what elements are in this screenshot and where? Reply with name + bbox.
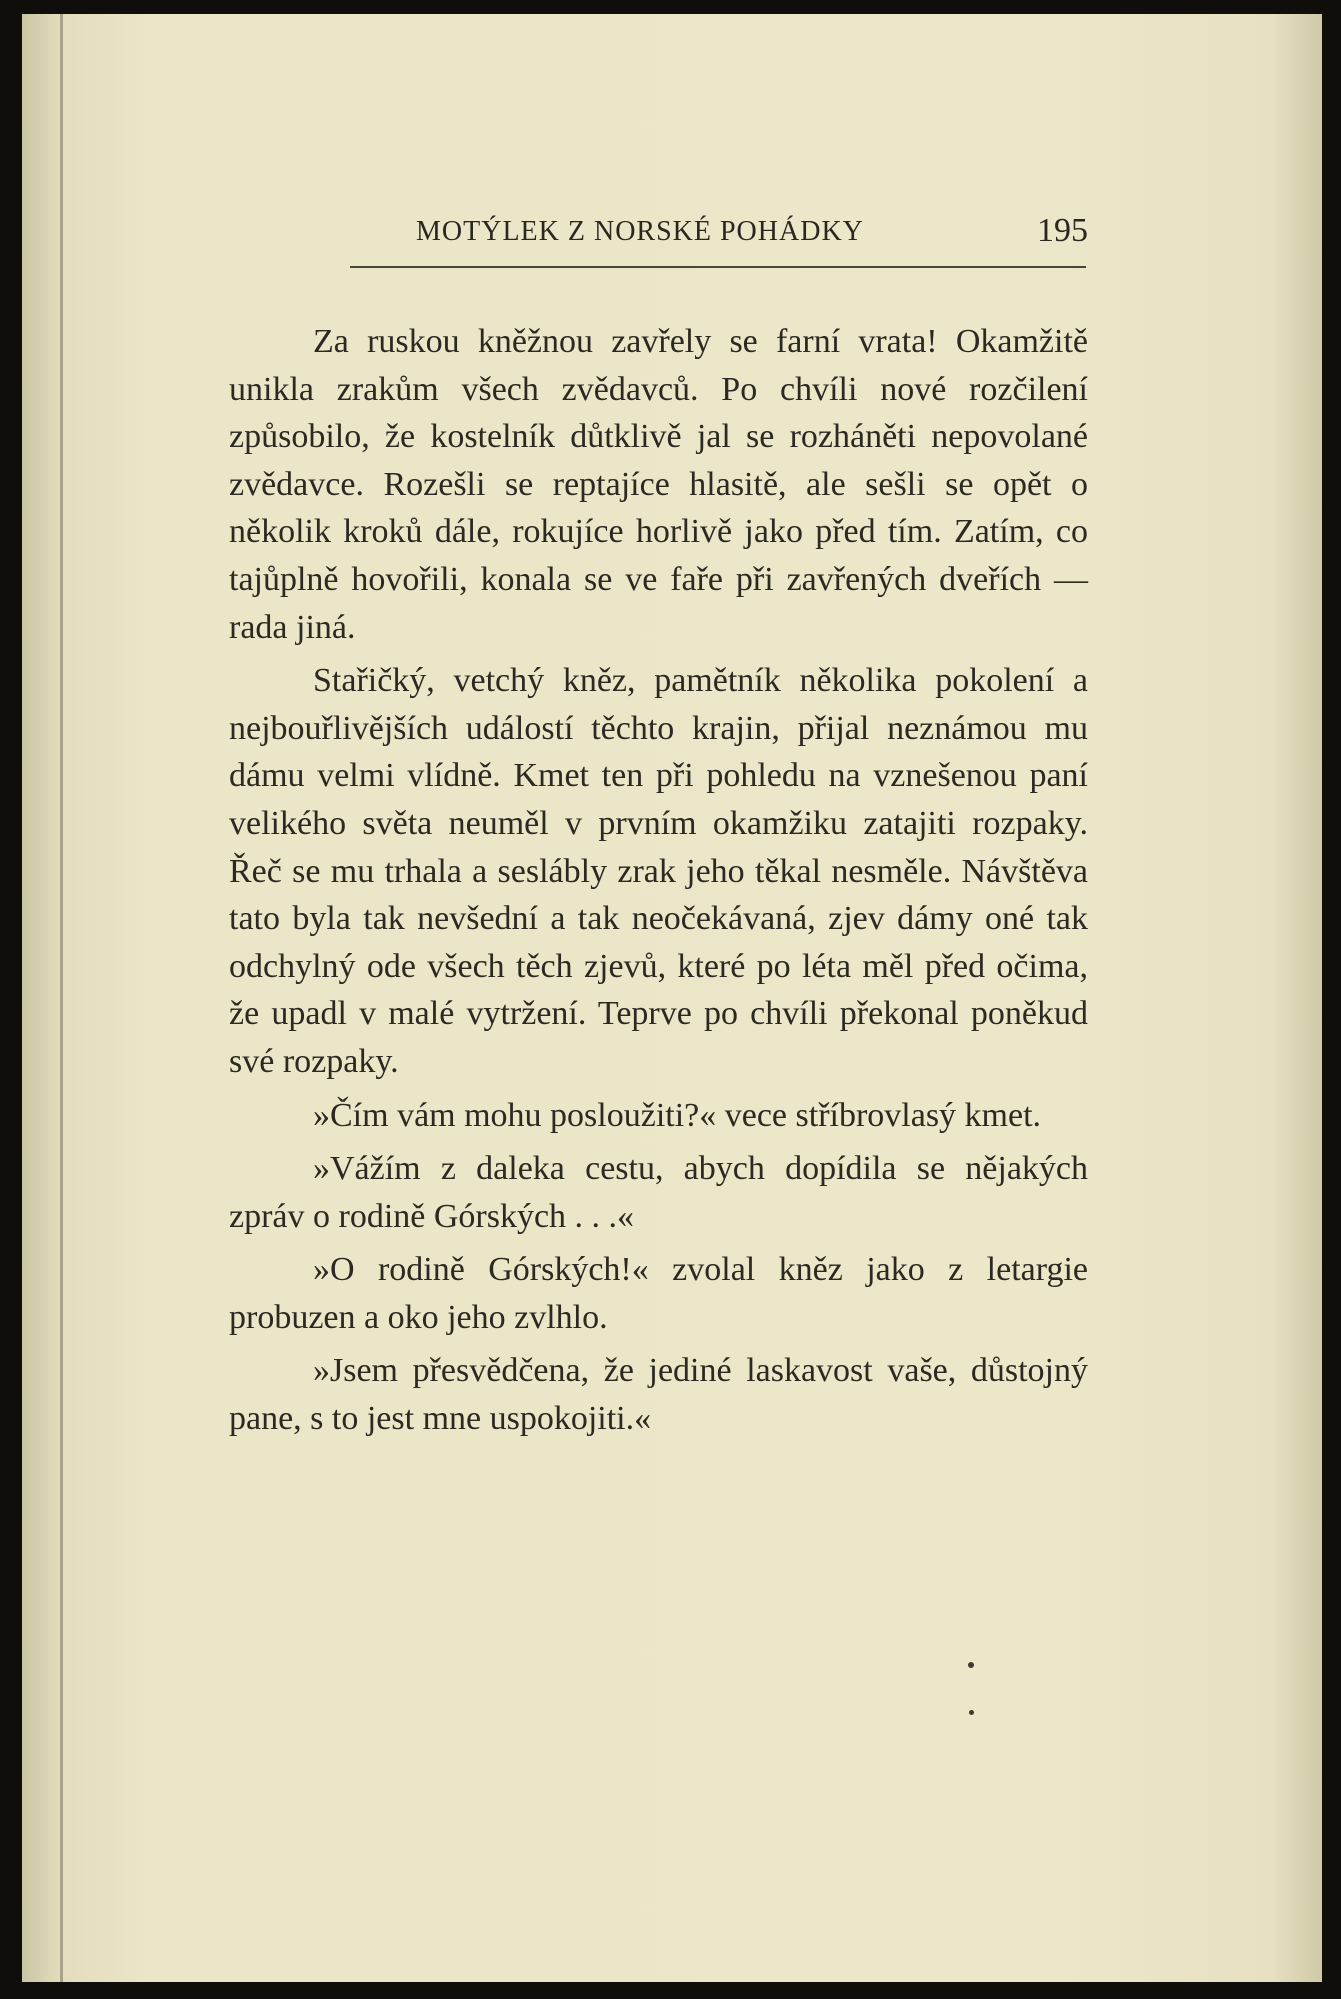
paragraph-2: Stařičký, vetchý kněz, pamětník několika pokolení a nejbouřlivějších událostí těchto krajin, přijal neznámou mu dámu velmi vlídně. Kmet ten při pohledu na vznešenou paní velikého světa neuměl v prvním okamžiku zatajiti rozpaky. Řeč se mu trhala a seslábly zrak jeho těkal nesměle. Návštěva tato byla tak nevšední a tak neočekávaná, zjev dámy oné tak odchylný ode všech těch zjevů, které po léta měl před očima, že upadl v malé vytržení. Teprve po chvíli překonal poněkud své rozpaky. [229, 662, 1088, 1080]
paragraph-6: »Jsem přesvědčena, že jediné laskavost vaše, důstojný pane, s to jest mne uspokojiti.« [229, 1352, 1088, 1438]
ink-speck [969, 1710, 974, 1715]
paragraph-3: »Čím vám mohu posloužiti?« vece stříbrovlasý kmet. [313, 1096, 1042, 1134]
paragraph-1: Za ruskou kněžnou zavřely se farní vrata! Okamžitě unikla zrakům všech zvědavců. Po chvíli nové rozčilení způsobilo, že kostelník důtklivě jal se rozháněti nepovolané zvědavce. Rozešli se reptajíce hlasitě, ale sešli se opět o několik kroků dále, rokujíce horlivě jako před tím. Zatím, co tajůplně hovořili, konala se ve faře při zavřených dveřích — rada jiná. [229, 323, 1088, 646]
page-gutter-shadow [60, 14, 63, 1982]
page-number: 195 [1037, 212, 1088, 249]
ink-specks [966, 1658, 978, 1718]
paragraph-4: »Vážím z daleka cestu, abych dopídila se nějakých zpráv o rodině Górských . . .« [229, 1150, 1088, 1235]
body-text [229, 318, 1088, 1449]
paragraph-5: »O rodině Górských!« zvolal kněz jako z letargie probuzen a oko jeho zvlhlo. [229, 1251, 1088, 1336]
page-header [326, 212, 1088, 256]
header-rule [350, 266, 1086, 268]
running-title: MOTÝLEK Z NORSKÉ POHÁDKY [416, 216, 864, 247]
ink-speck [968, 1662, 974, 1668]
